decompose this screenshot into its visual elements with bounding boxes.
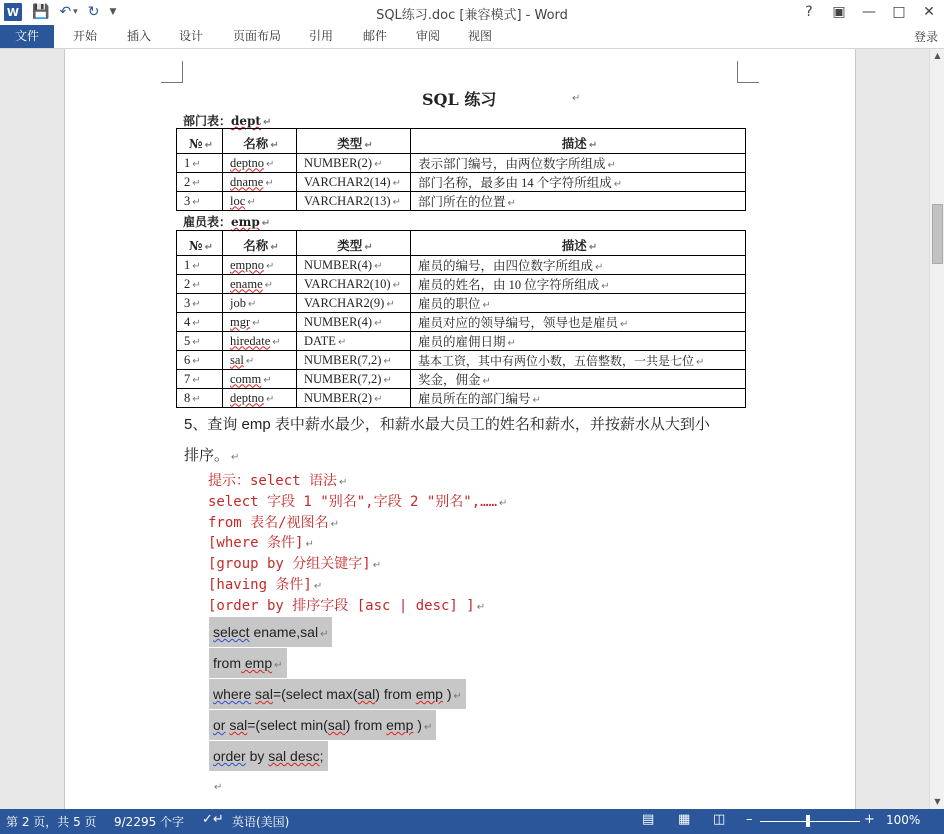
- tab-review[interactable]: 审阅: [415, 29, 440, 43]
- undo-icon[interactable]: ↶: [59, 4, 72, 20]
- tab-view[interactable]: 视图: [467, 29, 492, 43]
- table-row: 2 ↵ ename ↵ VARCHAR2(10) ↵ 雇员的姓名，由 10 位字符所组成 ↵: [177, 275, 746, 294]
- table-row: 4 ↵ mgr ↵ NUMBER(4) ↵ 雇员对应的领导编号，领导也是雇员 ↵: [177, 313, 746, 332]
- document-area: [0, 49, 929, 809]
- sql-code-line: where sal=(select max(sal) from emp ) ↵: [209, 679, 466, 709]
- dept-caption-code: dept: [231, 114, 261, 128]
- table-row: 3 ↵ job ↵ VARCHAR2(9) ↵ 雇员的职位 ↵: [177, 294, 746, 313]
- hint-line: select 字段 1 "别名",字段 2 "别名",…… ↵: [208, 494, 508, 510]
- dept-table-caption: [183, 112, 271, 129]
- vertical-scrollbar[interactable]: [929, 49, 944, 809]
- zoom-slider[interactable]: [760, 821, 860, 822]
- zoom-out-icon[interactable]: –: [746, 812, 753, 827]
- header-desc: 描述 ↵: [411, 129, 746, 154]
- table-row: 3 ↵ loc ↵ VARCHAR2(13) ↵ 部门所在的位置 ↵: [177, 192, 746, 211]
- language-indicator[interactable]: 英语(美国): [232, 815, 290, 829]
- header-no: № ↵: [177, 129, 223, 154]
- read-mode-icon[interactable]: ▤: [642, 812, 655, 827]
- table-row: 1 ↵ empno ↵ NUMBER(4) ↵ 雇员的编号，由四位数字所组成 ↵: [177, 256, 746, 275]
- document-title: SQL 练习: [422, 90, 497, 109]
- scroll-up-icon[interactable]: ▲: [934, 51, 941, 60]
- scrollbar-thumb[interactable]: [932, 204, 943, 264]
- emp-caption-prefix: 雇员表：: [183, 215, 232, 229]
- hint-line: [order by 排序字段 [asc | desc] ] ↵: [208, 598, 486, 614]
- help-button[interactable]: ?: [805, 4, 813, 20]
- header-type: 类型 ↵: [297, 231, 411, 256]
- sql-code-line: or sal=(select min(sal) from emp ) ↵: [209, 710, 436, 740]
- save-icon[interactable]: 💾: [32, 4, 50, 20]
- table-header-row: [177, 129, 746, 154]
- paragraph-mark-icon: ↵: [214, 782, 223, 793]
- tab-file[interactable]: 文件: [0, 25, 54, 48]
- table-row: 8 ↵ deptno ↵ NUMBER(2) ↵ 雇员所在的部门编号 ↵: [177, 389, 746, 408]
- minimize-icon[interactable]: —: [862, 4, 876, 20]
- sign-in-link[interactable]: 登录: [913, 30, 938, 44]
- header-type: 类型 ↵: [297, 129, 411, 154]
- hint-line: 提示：select 语法 ↵: [208, 473, 348, 489]
- tab-design[interactable]: 设计: [178, 29, 203, 43]
- tab-references[interactable]: 引用: [308, 29, 333, 43]
- print-layout-icon[interactable]: ▦: [678, 812, 691, 827]
- customize-qat-icon[interactable]: ▼: [109, 7, 117, 17]
- web-layout-icon[interactable]: ◫: [713, 812, 726, 827]
- window-controls: [794, 0, 944, 24]
- crop-mark-top-right: [737, 61, 759, 83]
- scroll-down-icon[interactable]: ▼: [934, 797, 941, 806]
- quick-access-toolbar: [4, 3, 116, 21]
- undo-dropdown-icon[interactable]: ▾: [73, 7, 78, 17]
- header-name: 名称 ↵: [223, 129, 297, 154]
- paragraph-mark-icon: ↵: [262, 117, 272, 128]
- ribbon-tab-bar: [0, 25, 944, 49]
- crop-mark-top-left: [161, 61, 183, 83]
- hint-line: [where 条件] ↵: [208, 535, 314, 551]
- ribbon-display-options-icon[interactable]: ▣: [832, 4, 846, 20]
- question-text: 5、查询 emp 表中薪水最少，和薪水最大员工的姓名和薪水，并按薪水从大到小: [184, 416, 710, 433]
- status-bar: [0, 809, 944, 834]
- table-row: 1 ↵ deptno ↵ NUMBER(2) ↵ 表示部门编号，由两位数字所组成 ↵: [177, 154, 746, 173]
- tab-mailings[interactable]: 邮件: [362, 29, 387, 43]
- close-icon[interactable]: ✕: [923, 4, 935, 20]
- dept-caption-prefix: 部门表：: [183, 114, 232, 128]
- page-count[interactable]: 第 2 页，共 5 页: [6, 815, 97, 829]
- tab-insert[interactable]: 插入: [126, 29, 151, 43]
- tab-home[interactable]: 开始: [72, 29, 97, 43]
- document-page[interactable]: [64, 49, 856, 809]
- header-no: № ↵: [177, 231, 223, 256]
- sql-code-line: select ename,sal ↵: [209, 617, 332, 647]
- paragraph-mark-icon: ↵: [572, 93, 581, 104]
- table-row: 6 ↵ sal ↵ NUMBER(7,2) ↵ 基本工资，其中有两位小数，五倍整数，一共是七位 ↵: [177, 351, 746, 370]
- restore-icon[interactable]: □: [892, 4, 906, 20]
- emp-caption-code: emp: [231, 215, 260, 229]
- dept-table: [176, 128, 746, 211]
- paragraph-mark-icon: ↵: [261, 218, 271, 229]
- header-name: 名称 ↵: [223, 231, 297, 256]
- hint-line: [group by 分组关键字] ↵: [208, 556, 382, 572]
- table-row: 2 ↵ dname ↵ VARCHAR2(14) ↵ 部门名称，最多由 14 个字符所组成 ↵: [177, 173, 746, 192]
- table-header-row: [177, 231, 746, 256]
- word-count[interactable]: 9/2295 个字: [114, 815, 185, 829]
- sql-code-line: order by sal desc;: [209, 741, 328, 771]
- proofing-icon[interactable]: ✓↵: [202, 812, 224, 827]
- tab-layout[interactable]: 页面布局: [232, 29, 281, 43]
- redo-icon[interactable]: ↻: [87, 4, 100, 20]
- question-text-cont: 排序。 ↵: [184, 447, 240, 464]
- table-row: 5 ↵ hiredate ↵ DATE ↵ 雇员的雇佣日期 ↵: [177, 332, 746, 351]
- emp-table-caption: [183, 213, 270, 230]
- window-title: SQL练习.doc [兼容模式] - Word: [376, 8, 568, 23]
- table-row: 7 ↵ comm ↵ NUMBER(7,2) ↵ 奖金，佣金 ↵: [177, 370, 746, 389]
- zoom-level[interactable]: 100%: [886, 813, 921, 827]
- hint-line: [having 条件] ↵: [208, 577, 323, 593]
- header-desc: 描述 ↵: [411, 231, 746, 256]
- word-logo-icon[interactable]: W: [4, 3, 22, 21]
- zoom-slider-thumb[interactable]: [806, 815, 810, 827]
- hint-line: from 表名/视图名 ↵: [208, 515, 339, 531]
- title-bar: [0, 0, 944, 25]
- emp-table: [176, 230, 746, 408]
- sql-code-line: from emp ↵: [209, 648, 287, 678]
- zoom-in-icon[interactable]: +: [864, 812, 875, 827]
